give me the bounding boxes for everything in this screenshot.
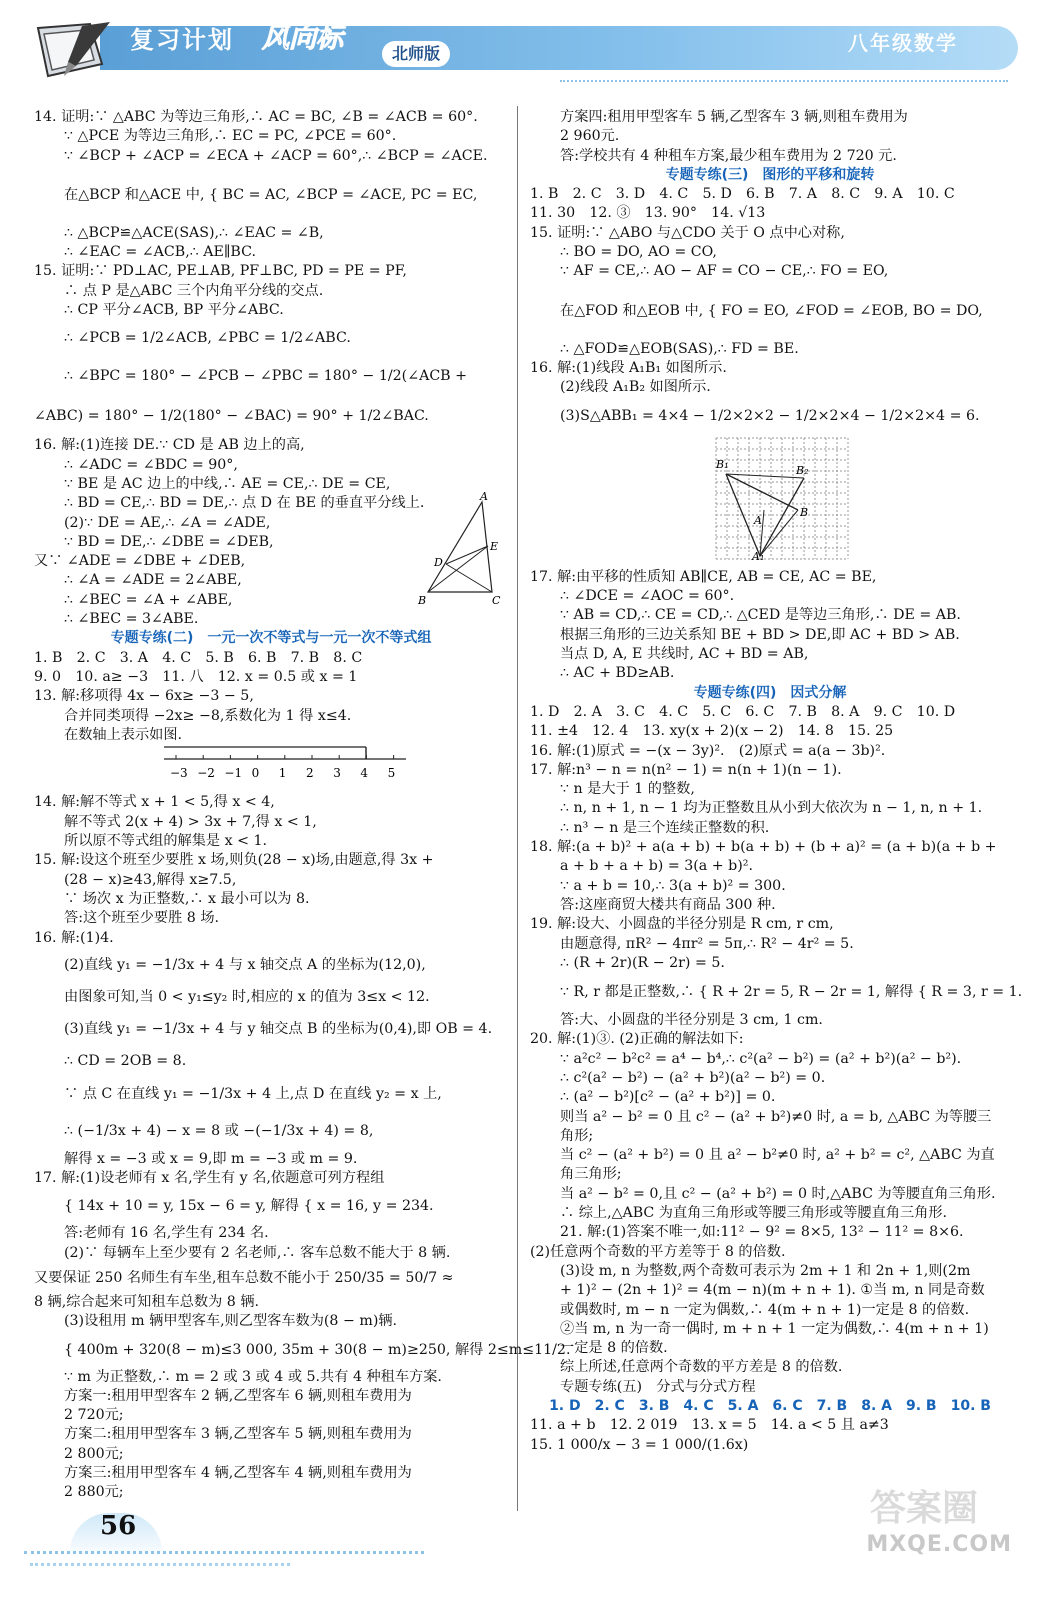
text-line: 1. D 2. A 3. C 4. C 5. C 6. C 7. B 8. A 9. C 10. D (530, 703, 956, 720)
text-line: 方案一:租用甲型客车 2 辆,乙型客车 6 辆,则租车费用为 (64, 1387, 412, 1404)
text-line: ∴ ∠DCE = ∠AOC = 60°. (560, 588, 735, 605)
text-line: { 400m + 320(8 − m)≤3 000, 35m + 30(8 − m)≥250, 解得 2≤m≤11/2. (64, 1341, 571, 1358)
grid-label: A (754, 513, 762, 527)
text-line: 20. 解:(1)③. (2)正确的解法如下: (530, 1031, 744, 1048)
text-line: ∴ (R + 2r)(R − 2r) = 5. (560, 954, 725, 971)
text-line: 当 c² − (a² + b²) = 0 且 a² − b²≠0 时, a² + b² = c², △ABC 为直 (560, 1147, 995, 1164)
text-line: ∴ 综上,△ABC 为直角三角形或等腰三角形或等腰直角三角形. (560, 1205, 948, 1222)
text-line: 解得 x = −3 或 x = 9,即 m = −3 或 m = 9. (64, 1150, 358, 1167)
text-line: 17. 解:n³ − n = n(n² − 1) = n(n + 1)(n − 1). (530, 761, 842, 778)
text-line: ∵ m 为正整数,∴ m = 2 或 3 或 4 或 5.共有 4 种租车方案. (64, 1368, 442, 1385)
text-line: 解不等式 2(x + 4) > 3x + 7,得 x < 1, (64, 813, 317, 830)
number-line-diagram (34, 745, 504, 787)
number-line-tick-label: 1 (278, 766, 287, 781)
text-line: 答:学校共有 4 种租车方案,最少租车费用为 2 720 元. (560, 147, 897, 164)
text-line: 在△BCP 和△ACE 中, { BC = AC, ∠BCP = ∠ACE, PC = EC, (64, 186, 478, 203)
diagram-label: C (492, 594, 501, 608)
text-line: 2 800元; (64, 1445, 124, 1462)
text-line: ∴ CD = 2OB = 8. (64, 1052, 187, 1069)
text-line: ∵ ∠BCP + ∠ACP = ∠ECA + ∠ACP = 60°,∴ ∠BCP = ∠ACE. (64, 147, 488, 164)
text-line: 答:老师有 16 名,学生有 234 名. (64, 1225, 269, 1242)
text-line: ∵ BD = DE,∴ ∠DBE = ∠DEB, (64, 533, 274, 550)
text-line: ∴ n³ − n 是三个连续正整数的积. (560, 819, 770, 836)
text-line: 17. 解:(1)设老师有 x 名,学生有 y 名,依题意可列方程组 (34, 1170, 385, 1187)
text-line: ∴ ∠ADC = ∠BDC = 90°, (64, 456, 238, 473)
text-line: ∴ ∠EAC = ∠ACB,∴ AE∥BC. (64, 244, 256, 261)
text-line: 又∵ ∠ADE = ∠DBE + ∠DEB, (34, 553, 246, 570)
number-line-tick-label: 0 (251, 766, 260, 781)
text-line: 1. B 2. C 3. D 4. C 5. D 6. B 7. A 8. C 9. A 10. C (530, 186, 955, 203)
text-line: 由图象可知,当 0 < y₁≤y₂ 时,相应的 x 的值为 3≤x < 12. (64, 988, 430, 1005)
text-line: 答:这个班至少要胜 8 场. (64, 910, 220, 927)
text-line: 16. 解:(1)线段 A₁B₁ 如图所示. (530, 359, 727, 376)
text-line: 9. 0 10. a≥ −3 11. 八 12. x = 0.5 或 x = 1 (34, 668, 358, 685)
text-line: ∴ ∠BEC = ∠A + ∠ABE, (64, 591, 233, 608)
text-line: ∵ a²c² − b²c² = a⁴ − b⁴,∴ c²(a² − b²) = (a² + b²)(a² − b²). (560, 1050, 962, 1067)
text-line: a + b + a + b) = 3(a + b)². (560, 858, 753, 875)
left-column (34, 108, 571, 1503)
text-line: 15. 证明:∵ PD⊥AC, PE⊥AB, PF⊥BC, PD = PE = PF, (34, 263, 407, 280)
column-divider (517, 106, 518, 1511)
text-line: 14. 证明:∵ △ABC 为等边三角形,∴ AC = BC, ∠B = ∠ACB = 60°. (34, 109, 478, 125)
text-line: ∴ BD = CE,∴ BD = DE,∴ 点 D 在 BE 的垂直平分线上. (64, 495, 425, 512)
text-line: 所以原不等式组的解集是 x < 1. (64, 833, 268, 850)
text-line: (2)线段 A₁B₂ 如图所示. (560, 379, 711, 396)
text-line: ∵ R, r 都是正整数,∴ { R + 2r = 5, R − 2r = 1, 解得 { R = 3, r = 1. (560, 984, 1023, 1001)
text-line: 1. B 2. C 3. A 4. C 5. B 6. B 7. B 8. C (34, 649, 363, 666)
text-line: (2)∵ 每辆车上至少要有 2 名老师,∴ 客车总数不能大于 8 辆. (64, 1244, 451, 1261)
text-line: ∴ 点 P 是△ABC 三个内角平分线的交点. (64, 282, 324, 299)
watermark-url: MXQE.COM (866, 1532, 1012, 1557)
text-line: (3)直线 y₁ = −1/3x + 4 与 y 轴交点 B 的坐标为(0,4),即 OB = 4. (64, 1020, 493, 1037)
text-line: ∵ 场次 x 为正整数,∴ x 最小可以为 8. (64, 890, 310, 907)
text-line: ∴ n, n + 1, n − 1 均为正整数且从小到大依次为 n − 1, n, n + 1. (560, 800, 983, 817)
text-line: (28 − x)≥43,解得 x≥7.5, (64, 871, 237, 888)
book-pen-logo-icon (28, 20, 114, 82)
text-line: 17. 解:由平移的性质知 AB∥CE, AB = CE, AC = BE, (530, 568, 877, 585)
text-line: ∵ BE 是 AC 边上的中线,∴ AE = CE,∴ DE = CE, (64, 475, 391, 492)
text-line: ∴ ∠A = ∠ADE = 2∠ABE, (64, 572, 242, 589)
text-line: ∵ 点 C 在直线 y₁ = −1/3x + 4 上,点 D 在直线 y₂ = x 上, (64, 1085, 442, 1102)
grid-label: B₂ (796, 463, 809, 477)
footer-dotted-line (24, 1551, 424, 1554)
grid-label: B₁ (716, 457, 729, 471)
text-line: 15. 解:设这个班至少要胜 x 场,则负(28 − x)场,由题意,得 3x + (34, 852, 434, 869)
text-line: 则当 a² − b² = 0 且 c² − (a² + b²)≠0 时, a = b, △ABC 为等腰三 (560, 1108, 992, 1125)
text-line: 2 880元; (64, 1484, 124, 1501)
right-column (530, 108, 1023, 1489)
footer-dotted-line (30, 1563, 290, 1566)
text-line: ∴ CP 平分∠ACB, BP 平分∠ABC. (64, 302, 284, 319)
number-line-tick-label: 4 (360, 766, 369, 781)
text-line: 方案二:租用甲型客车 3 辆,乙型客车 5 辆,则租车费用为 (64, 1426, 412, 1443)
text-line: (3)设 m, n 为整数,两个奇数可表示为 2m + 1 和 2n + 1,则(2m (560, 1262, 971, 1279)
text-line: 当点 D, A, E 共线时, AC + BD = AB, (560, 646, 809, 663)
text-line: ∵ AF = CE,∴ AO − AF = CO − CE,∴ FO = EO, (560, 263, 889, 280)
text-line: 11. a + b 12. 2 019 13. x = 5 14. a < 5 且 a≠3 (530, 1417, 889, 1434)
text-line: 方案四:租用甲型客车 5 辆,乙型客车 3 辆,则租车费用为 (560, 109, 908, 125)
text-line: 或偶数时, m − n 一定为偶数,∴ 4(m + n + 1)一定是 8 的倍数. (560, 1301, 970, 1318)
text-line: ∴ (−1/3x + 4) − x = 8 或 −(−1/3x + 4) = 8, (64, 1122, 374, 1139)
section-heading: 1. D 2. C 3. B 4. C 5. A 6. C 7. B 8. A 9. B 10. B (549, 1398, 991, 1415)
text-line: 根据三角形的三边关系知 BE + BD > DE,即 AC + BD > AB. (560, 626, 960, 643)
text-line: 角形; (560, 1127, 594, 1144)
text-line: 答:这座商贸大楼共有商品 300 种. (560, 896, 776, 913)
text-line: ∴ ∠BEC = 3∠ABE. (64, 611, 199, 628)
text-line: 13. 解:移项得 4x − 6x≥ −3 − 5, (34, 688, 254, 705)
text-line: 合并同类项得 −2x≥ −8,系数化为 1 得 x≤4. (64, 707, 352, 724)
text-line: ∵ △PCE 为等边三角形,∴ EC = PC, ∠PCE = 60°. (64, 128, 397, 145)
text-line: 2 720元; (64, 1407, 124, 1424)
diagram-label: E (490, 540, 499, 554)
section-heading: 专题专练(三) 图形的平移和旋转 (665, 166, 875, 183)
text-line: ∵ n 是大于 1 的整数, (560, 781, 695, 798)
text-line: ∴ c²(a² − b²) − (a² + b²)(a² − b²) = 0. (560, 1069, 826, 1086)
text-line (530, 1455, 1010, 1489)
text-line: 15. 1 000/x − 3 = 1 000/(1.6x) (530, 1436, 749, 1453)
text-line: 16. 解:(1)原式 = −(x − 3y)². (2)原式 = a(a − 3b)². (530, 742, 886, 759)
text-line: ∴ AC + BD≥AB. (560, 665, 675, 682)
text-line: ∴ (a² − b²)[c² − (a² + b²)] = 0. (560, 1089, 776, 1106)
text-line: (2)任意两个奇数的平方差等于 8 的倍数. (530, 1243, 786, 1260)
text-line: + 1)² − (2n + 1)² = 4(m − n)(m + n + 1). ①当 m, n 同是奇数 (560, 1282, 985, 1299)
page-header (0, 0, 1038, 98)
diagram-label: B (418, 594, 427, 608)
text-line: (3)设租用 m 辆甲型客车,则乙型客车数为(8 − m)辆. (64, 1313, 398, 1330)
text-line: (3)S△ABB₁ = 4×4 − 1/2×2×2 − 1/2×2×4 − 1/2×2×4 = 6. (560, 407, 980, 424)
text-line: (2)直线 y₁ = −1/3x + 4 与 x 轴交点 A 的坐标为(12,0), (64, 956, 426, 973)
header-brand: 风向标 (262, 23, 343, 54)
number-line-tick-label: 2 (306, 766, 314, 781)
text-line: ②当 m, n 为一奇一偶时, m + n + 1 一定为偶数,∴ 4(m + n + 1) (560, 1320, 989, 1337)
diagram-label: A (480, 492, 488, 504)
diagram-label: D (434, 556, 443, 570)
watermark-logo: 答案圈 (869, 1488, 978, 1529)
text-line: ∴ △FOD≌△EOB(SAS),∴ FD = BE. (560, 340, 799, 357)
text-line: 在数轴上表示如图. (64, 726, 183, 743)
text-line: 角三角形; (560, 1166, 622, 1183)
text-line: ∵ AB = CD,∴ CE = CD,∴ △CED 是等边三角形,∴ DE = AB. (560, 607, 961, 624)
header-review-plan: 复习计划 (130, 26, 234, 54)
header-grade: 八年级数学 (848, 31, 958, 55)
number-line-tick-label: −3 (170, 766, 188, 781)
text-line: 14. 解:解不等式 x + 1 < 5,得 x < 4, (34, 794, 275, 811)
text-line: 在△FOD 和△EOB 中, { FO = EO, ∠FOD = ∠EOB, BO = DO, (560, 302, 983, 319)
text-line: 19. 解:设大、小圆盘的半径分别是 R cm, r cm, (530, 916, 834, 933)
text-line: 11. ±4 12. 4 13. xy(x + 2)(x − 2) 14. 8 15. 25 (530, 723, 894, 740)
text-line: ∠ABC) = 180° − 1/2(180° − ∠BAC) = 90° + 1/2∠BAC. (34, 408, 429, 425)
text-line: 综上所述,任意两个奇数的平方差是 8 的倍数. (560, 1359, 843, 1376)
number-line-tick-label: −2 (197, 766, 215, 781)
number-line-tick-label: 5 (387, 766, 396, 781)
text-line: (2)∵ DE = AE,∴ ∠A = ∠ADE, (64, 514, 271, 531)
text-line: ∵ a + b = 10,∴ 3(a + b)² = 300. (560, 877, 786, 894)
grid-label: B (800, 505, 809, 519)
number-line-tick-label: −1 (224, 766, 243, 781)
text-line: 16. 解:(1)4. (34, 929, 114, 946)
text-line: { 14x + 10 = y, 15x − 6 = y, 解得 { x = 16, y = 234. (64, 1198, 434, 1215)
grid-label: A₁ (752, 549, 765, 562)
triangle-diagram (414, 492, 504, 610)
text-line: ∴ ∠PCB = 1/2∠ACB, ∠PBC = 1/2∠ABC. (64, 330, 351, 347)
text-line: 一定是 8 的倍数. (560, 1340, 668, 1357)
grid-figure (530, 434, 1010, 562)
header-edition: 北师版 (382, 41, 450, 67)
text-line: 当 a² − b² = 0,且 c² − (a² + b²) = 0 时,△ABC 为等腰直角三角形. (560, 1185, 996, 1202)
text-line: ∴ BO = DO, AO = CO, (560, 244, 717, 261)
text-line: ∴ ∠BPC = 180° − ∠PCB − ∠PBC = 180° − 1/2(∠ACB + (64, 368, 468, 385)
text-line: ∴ △BCP≌△ACE(SAS),∴ ∠EAC = ∠B, (64, 224, 324, 241)
text-line: 由题意得, πR² − 4πr² = 5π,∴ R² − 4r² = 5. (560, 935, 854, 952)
header-dotted-line (560, 72, 1008, 82)
text-line: 又要保证 250 名师生有车坐,租车总数不能小于 250/35 = 50/7 ≈ (34, 1269, 454, 1286)
text-line: 11. 30 12. ③ 13. 90° 14. √13 (530, 205, 766, 222)
triangle-figure-block (34, 494, 508, 629)
section-heading: 专题专练(二) 一元一次不等式与一元一次不等式组 (110, 630, 432, 647)
text-line: 15. 证明:∵ △ABO 与△CDO 关于 O 点中心对称, (530, 224, 845, 241)
text-line: 18. 解:(a + b)² + a(a + b) + b(a + b) + (b + a)² = (a + b)(a + b + (530, 839, 997, 856)
text-line: 方案三:租用甲型客车 4 辆,乙型客车 4 辆,则租车费用为 (64, 1465, 412, 1482)
text-line: 21. 解:(1)答案不唯一,如:11² − 9² = 8×5, 13² − 11² = 8×6. (560, 1224, 964, 1241)
text-line: 答:大、小圆盘的半径分别是 3 cm, 1 cm. (560, 1012, 823, 1029)
section-heading: 专题专练(四) 因式分解 (693, 684, 847, 701)
page-number: 56 (100, 1511, 137, 1541)
number-line-tick-label: 3 (333, 766, 341, 781)
text-line: 2 960元. (560, 128, 620, 145)
text-line: 专题专练(五) 分式与分式方程 (560, 1378, 756, 1395)
text-line: 8 辆,综合起来可知租车总数为 8 辆. (34, 1293, 260, 1310)
text-line: 16. 解:(1)连接 DE.∵ CD 是 AB 边上的高, (34, 437, 305, 454)
